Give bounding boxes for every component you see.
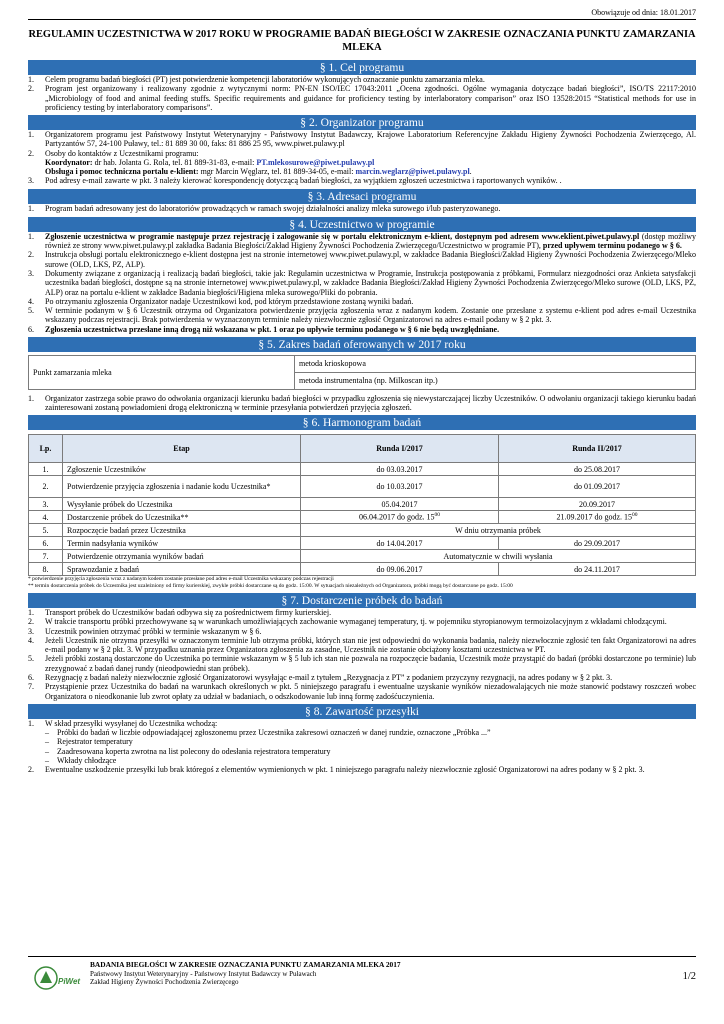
list-item: 1. Organizator zastrzega sobie prawo do odwołania organizacji kierunku badań biegłości w przypadku zgłoszenia się niewystarczającej liczby Uczestników. O odwołaniu organizacji takiego kierunku badań zainteresowani zostaną powiadomieni drogą elektroniczną w terminie przesyłania potwierdzeń przyjęcia zgłoszeń. — [28, 393, 696, 413]
list-item: 1. W skład przesyłki wysyłanej do Uczestnika wchodzą: – Próbki do badań w liczbie odpowiadającej zgłoszonemu przez Uczestnika zakresowi oznaczeń w danej rundzie, oznaczone „Próbka ...” – Rejestrator temperatury – Zaadresowana koperta zwrotna na list polecony do odesłania rejestratora temperatury – Wkłady chłodzące — [28, 719, 696, 765]
section-3-heading: § 3. Adresaci programu — [28, 189, 696, 204]
section-1-heading: § 1. Cel programu — [28, 60, 696, 75]
list-item: 6. Zgłoszenia uczestnictwa przesłane inną drogą niż wskazana w pkt. 1 oraz po upływie terminu podanego w § 6 nie będą uwzględniane. — [28, 324, 500, 334]
scope-method: metoda instrumentalna (np. Milkoscan itp.) — [295, 372, 696, 389]
support-email-link[interactable]: marcin.weglarz@piwet.pulawy.pl — [355, 167, 470, 177]
table-row: 8. Sprawozdanie z badań do 09.06.2017 do 24.11.2017 — [29, 563, 696, 576]
piwet-logo — [32, 963, 86, 993]
schedule-footnote: ** termin dostarczenia próbek do Uczestnika jest uzależniony od firmy kurierskiej, zwykle próbki dostarczane są do godz. 15:00. W sytuacjach niezależnych od Organizatora, próbki mogą być dostarczone po godz. 15:00 — [28, 583, 513, 590]
list-item: 6. Rezygnację z badań należy niezwłocznie zgłosić Organizatorowi wysyłając e-mail z tytułem „Rezygnacja z PT” z podaniem przyczyny rezygnacji, na adres podany w § 2 pkt. 3. — [28, 672, 613, 682]
section-7-heading: § 7. Dostarczenie próbek do badań — [28, 593, 696, 608]
list-item: 7. Przystąpienie przez Uczestnika do badań na warunkach określonych w pkt. 5 niniejszego paragrafu i ewentualne uzyskanie wyników niezadowalających nie może stanowić podstawy roszczeń wobec Organizatora o nieodkonanie lub zwrot opłaty za udział w badaniach, o odszkodowanie lub inną formę zadośćuczynienia. — [28, 682, 696, 701]
document-page — [28, 8, 696, 774]
table-row: 4. Dostarczenie próbek do Uczestnika** 06.04.2017 do godz. $15^{00}$ 21.09.2017 do godz. $15^{00}$ — [29, 511, 696, 524]
list-item: 1. Program badań adresowany jest do laboratoriów prowadzących w ramach swojej działalności analizy mleka surowego i/lub pasteryzowanego. — [28, 203, 501, 213]
section-8-list — [28, 719, 696, 775]
column-header: Lp. — [29, 435, 63, 463]
section-5-heading: § 5. Zakres badań oferowanych w 2017 roku — [28, 337, 696, 352]
section-7-list — [28, 608, 696, 701]
coordinator-email-link[interactable]: PT.mlekosurowe@piwet.pulawy.pl — [256, 157, 375, 167]
section-2-heading: § 2. Organizator programu — [28, 115, 696, 130]
table-row: 5. Rozpoczęcie badań przez Uczestnika W dniu otrzymania próbek — [29, 524, 696, 537]
list-item: 2. Program jest organizowany i realizowany zgodnie z wytycznymi norm: PN-EN ISO/IEC 17043:2011 „Ocena zgodności. Ogólne wymagania dotyczące badań biegłości”, ISO/TS 22117:2010 „Microbiology of food and animal feeding stuffs. Specific requirements and guidance for proficiency testing by interlaboratory comparison” oraz ISO 13528:2015 “Statistical methods for use in proficiency testing by interlaboratory comparisons”. — [28, 84, 696, 112]
list-item: – Próbki do badań w liczbie odpowiadającej zgłoszonemu przez Uczestnika zakresowi oznaczeń w danej rundzie, oznaczone „Próbka ...” — [45, 728, 696, 737]
package-contents-list — [45, 728, 696, 765]
list-item: 5. Jeżeli próbki zostaną dostarczone do Uczestnika po terminie wskazanym w § 5 lub ich stan nie pozwala na rozpoczęcie badania, Uczestnik może przystąpić do badań (próbki dostarczone po terminie) lub zrezygnować z badań danej rundy (nieodpowiedni stan próbek). — [28, 654, 696, 673]
list-item: – Wkłady chłodzące — [45, 756, 696, 765]
list-item: 3. Pod adresy e-mail zawarte w pkt. 3 należy kierować korespondencję dotyczącą badań biegłości, za wyjątkiem zgłoszeń uczestnictwa i raportowanych wyników. . — [28, 176, 562, 186]
list-item: 4. Po otrzymaniu zgłoszenia Organizator nadaje Uczestnikowi kod, pod którym przedstawione zostaną wyniki badań. — [28, 296, 414, 306]
list-item: 1. Transport próbek do Uczestników badań odbywa się za pośrednictwem firmy kurierskiej. — [28, 608, 332, 618]
table-row: 3. Wysyłanie próbek do Uczestnika 05.04.2017 20.09.2017 — [29, 498, 696, 511]
column-header: Runda II/2017 — [499, 435, 696, 463]
document-title: REGULAMIN UCZESTNICTWA W 2017 ROKU W PROGRAMIE BADAŃ BIEGŁOŚCI W ZAKRESIE OZNACZANIA PUNKTU ZAMARZANIA MLEKA — [28, 29, 696, 53]
schedule-footnote: * potwierdzenie przyjęcia zgłoszenia wraz z nadanym kodem zostanie przesłane pod adres e-mail Uczestnika wskazany podczas rejestracji — [28, 576, 334, 583]
list-item: 2. Ewentualne uszkodzenie przesyłki lub brak któregoś z elementów wymienionych w pkt. 1 niniejszego paragrafu należy niezwłocznie zgłosić Organizatorowi na adres podany w § 2 pkt. 3. — [28, 765, 645, 775]
scope-row-label: Punkt zamarzania mleka — [29, 355, 295, 389]
section-3-list — [28, 204, 696, 213]
support-line: Obsługa i pomoc techniczna portalu e-klient: mgr Marcin Węglarz, tel. 81 889-34-05, e-mail: marcin.weglarz@piwet.pulawy.pl. — [45, 167, 472, 177]
list-item: 4. Jeżeli Uczestnik nie otrzyma przesyłki w oznaczonym terminie lub otrzyma próbki, których stan nie jest odpowiedni do wykonania badania, należy niezwłocznie zgłosić ten fakt Organizatorowi na adres e-mail podany w § 2 pkt. 3. W przypadku uznania przez Organizatora zgłoszenia za zasadne, Uczestnik nie zostanie obciążony kosztami uczestnictwa w PT. — [28, 635, 696, 655]
scope-table — [28, 355, 696, 390]
column-header: Runda I/2017 — [301, 435, 499, 463]
column-header: Etap — [63, 435, 301, 463]
list-item: – Zaadresowana koperta zwrotna na list polecony do odesłania rejestratora temperatury — [45, 747, 696, 756]
table-row: 7. Potwierdzenie otrzymania wyników badań Automatycznie w chwili wysłania — [29, 550, 696, 563]
list-item: – Rejestrator temperatury — [45, 737, 696, 746]
list-item: 3. Uczestnik powinien otrzymać próbki w terminie wskazanym w § 6. — [28, 626, 262, 636]
list-item: 2. W trakcie transportu próbki przechowywane są w warunkach umożliwiających zachowanie wymaganej temperatury, tj. w pojemniku styropianowym termoizolacyjnym z wkładami chłodzącymi. — [28, 617, 667, 627]
svg-text:PiWet: PiWet — [58, 977, 81, 986]
section-5-list — [28, 394, 696, 413]
scope-method: metoda krioskopowa — [295, 355, 696, 372]
coordinator-line: Koordynator: dr hab. Jolanta G. Rola, tel. 81 889-31-83, e-mail: PT.mlekosurowe@piwet.pulawy.pl — [45, 157, 375, 167]
section-4-heading: § 4. Uczestnictwo w programie — [28, 217, 696, 232]
page-footer — [28, 956, 696, 996]
list-item: 1. Zgłoszenie uczestnictwa w programie następuje przez rejestrację i zalogowanie się w portalu elektronicznym e-klient, dostępnym pod adresem www.eklient.piwet.pulawy.pl (dostęp możliwy również ze strony www.piwet.pulawy.pl zakładka Badania Biegłości/Zakład Higieny Żywności Pochodzenia Zwierzęcego/Uczestnictwo w programie PT), przed upływem terminu podanego w § 6. — [28, 231, 697, 251]
section-4-list — [28, 232, 696, 334]
section-2-list — [28, 130, 696, 186]
footer-text: BADANIA BIEGŁOŚCI W ZAKRESIE OZNACZANIA PUNKTU ZAMARZANIA MLEKA 2017 Państwowy Instytut Weterynaryjny - Państwowy Instytut Badawczy w Puławach Zakład Higieny Żywności Pochodzenia Zwierzęcego — [90, 960, 401, 987]
schedule-table — [28, 434, 696, 576]
list-item: 2. Osoby do kontaktów z Uczestnikami programu: Koordynator: dr hab. Jolanta G. Rola, tel. 81 889-31-83, e-mail: PT.mlekosurowe@piwet.pulawy.pl Obsługa i pomoc techniczna portalu e-klient: mgr Marcin Węglarz, tel. 81 889-34-05, e-mail: marcin.weglarz@piwet.pulawy.pl. — [28, 149, 696, 177]
list-item: 1. Organizatorem programu jest Państwowy Instytut Weterynaryjny - Państwowy Instytut Badawczy, Krajowe Laboratorium Referencyjne Zakładu Higieny Żywności Pochodzenia Zwierzęcego, Al. Partyzantów 57, 24-100 Puławy, tel.: 81 889 30 00, faks: 81 886 25 95, www.piwet.pulawy.pl — [28, 130, 696, 149]
list-item: 2. Instrukcja obsługi portalu elektronicznego e-klient dostępna jest na stronie internetowej www.piwet.pulawy.pl, w zakładce Badania Biegłości/Zakład Higieny Żywności Pochodzenia Zwierzęcego/Mleko surowe (OLD, LKS, PZ, ALP). — [28, 250, 696, 269]
list-item: 5. W terminie podanym w § 6 Uczestnik otrzyma od Organizatora potwierdzenie przyjęcia zgłoszenia wraz z nadanym kodem. Zostanie one przesłane z systemu e-klient pod adres e-mail Uczestnika wskazany podczas rejestracji. Brak potwierdzenia w wyznaczonym terminie należy niezwłocznie zgłosić Organizatorowi na adres e-mail podany w § 2 pkt. 3. — [28, 306, 696, 325]
list-item: 3. Dokumenty związane z organizacją i realizacją badań biegłości, takie jak: Regulamin uczestnictwa w Programie, Instrukcja postępowania z próbkami, Formularz niezgodności oraz Ankieta satysfakcji uczestnika badań biegłości, dostępne są na stronie internetowej www.piwet.pulawy.pl, w zakładce Badania Biegłości/Zakład Higieny Żywności Pochodzenia Zwierzęcego/Mleko surowe (OLD, LKS, PZ, ALP) oraz na portalu e-klient w zakładce Badania biegłości/Higiena mleka surowego/Pliki do pobrania. — [28, 268, 696, 297]
section-8-heading: § 8. Zawartość przesyłki — [28, 704, 696, 719]
table-row: 1. Zgłoszenie Uczestników do 03.03.2017 do 25.08.2017 — [29, 463, 696, 476]
section-6-heading: § 6. Harmonogram badań — [28, 415, 696, 430]
page-number: 1/2 — [682, 971, 696, 982]
effective-date: Obowiązuje od dnia: 18.01.2017 — [28, 8, 696, 20]
table-row: 6. Termin nadsyłania wyników do 14.04.2017 do 29.09.2017 — [29, 537, 696, 550]
list-item: 1. Celem programu badań biegłości (PT) jest potwierdzenie kompetencji laboratoriów wykonujących oznaczanie punktu zamarzania mleka. — [28, 75, 485, 84]
table-row: 2. Potwierdzenie przyjęcia zgłoszenia i nadanie kodu Uczestnika* do 10.03.2017 do 01.09.2017 — [29, 476, 696, 498]
section-1-list — [28, 75, 696, 112]
